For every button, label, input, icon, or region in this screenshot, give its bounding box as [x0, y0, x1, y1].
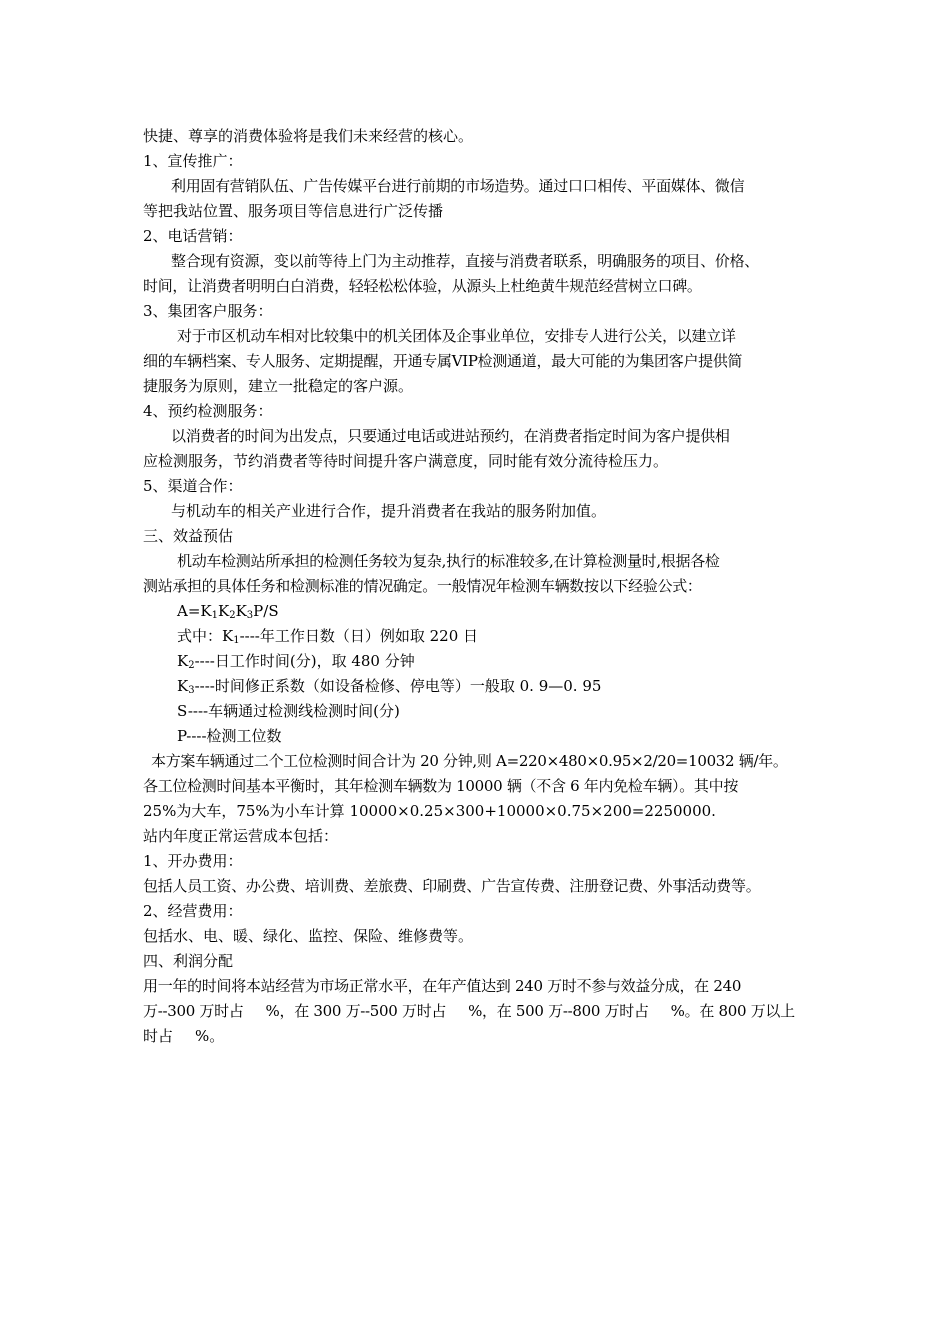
section-heading-appointment: 4、预约检测服务：	[143, 402, 273, 420]
cost-intro-text: 站内年度正常运营成本包括：	[143, 827, 339, 845]
formula-definition-p: P----检测工位数	[177, 727, 282, 745]
paragraph-line: 整合现有资源，变以前等待上门为主动推荐，直接与消费者联系，明确服务的项目、价格、	[171, 252, 760, 270]
formula-definition-k3: $K_3----$时间修正系数（如设备检修、停电等）一般取 0. 9—0. 95	[177, 677, 602, 696]
paragraph-line: 以消费者的时间为出发点，只要通过电话或进站预约，在消费者指定时间为客户提供相	[171, 427, 730, 445]
paragraph-line: 与机动车的相关产业进行合作，提升消费者在我站的服务附加值。	[171, 502, 607, 520]
formula-definition-k1: 式中：$K_1----$年工作日数（日）例如取 220 日	[177, 627, 479, 646]
paragraph-line: 包括人员工资、办公费、培训费、差旅费、印刷费、广告宣传费、注册登记费、外事活动费等。	[143, 877, 761, 895]
section-heading-operating-costs: 2、经营费用：	[143, 902, 243, 920]
section-heading-group-clients: 3、集团客户服务：	[143, 302, 273, 320]
paragraph-line: 等把我站位置、服务项目等信息进行广泛传播	[143, 202, 444, 220]
paragraph-line: 利用固有营销队伍、广告传媒平台进行前期的市场造势。通过口口相传、平面媒体、微信	[171, 177, 745, 195]
paragraph-line: 本方案车辆通过二个工位检测时间合计为 20 分钟,则 A=220×480×0.95×2/20=10032 辆/年。	[151, 752, 788, 770]
paragraph-line: 各工位检测时间基本平衡时，其年检测车辆数为 10000 辆（不含 6 年内免检车辆）。其中按	[143, 777, 739, 795]
paragraph-line: 用一年的时间将本站经营为市场正常水平，在年产值达到 240 万时不参与效益分成，在 240	[143, 977, 742, 995]
paragraph-line: 细的车辆档案、专人服务、定期提醒，开通专属VIP检测通道，最大可能的为集团客户提供简	[143, 352, 743, 370]
formula-definition-s: S----车辆通过检测线检测时间(分)	[177, 702, 400, 720]
paragraph-line: 捷服务为原则，建立一批稳定的客户源。	[143, 377, 414, 395]
paragraph-line: 包括水、电、暖、绿化、监控、保险、维修费等。	[143, 927, 474, 945]
formula: $A=K_1K_2K_3P/S$	[177, 602, 279, 621]
paragraph-line: 应检测服务，节约消费者等待时间提升客户满意度，同时能有效分流待检压力。	[143, 452, 669, 470]
paragraph-line: 25%为大车，75%为小车计算 10000×0.25×300+10000×0.75×200=2250000.	[143, 802, 716, 820]
part-heading-profit-distribution: 四、利润分配	[143, 952, 234, 970]
paragraph-line: 机动车检测站所承担的检测任务较为复杂,执行的标准较多,在计算检测量时,根据各检	[177, 552, 720, 570]
part-heading-benefit-estimate: 三、效益预估	[143, 527, 234, 545]
formula-definition-k2: $K_2----$日工作时间(分)，取 480 分钟	[177, 652, 415, 671]
section-heading-setup-costs: 1、开办费用：	[143, 852, 243, 870]
paragraph-line: 时间，让消费者明明白白消费，轻轻松松体验，从源头上杜绝黄牛规范经营树立口碑。	[143, 277, 702, 295]
intro-tail-text: 快捷、尊享的消费体验将是我们未来经营的核心。	[143, 127, 474, 145]
paragraph-line: 时占 %。	[143, 1027, 225, 1045]
section-heading-phone-marketing: 2、电话营销：	[143, 227, 243, 245]
paragraph-line: 对于市区机动车相对比较集中的机关团体及企事业单位，安排专人进行公关，以建立详	[177, 327, 736, 345]
paragraph-line: 万--300 万时占 %，在 300 万--500 万时占 %，在 500 万--800 万时占 %。在 800 万以上	[143, 1002, 795, 1020]
section-heading-promotion: 1、宣传推广：	[143, 152, 243, 170]
paragraph-line: 测站承担的具体任务和检测标准的情况确定。一般情况年检测车辆数按以下经验公式：	[143, 577, 702, 595]
document-body	[143, 124, 808, 1049]
section-heading-channel: 5、渠道合作：	[143, 477, 243, 495]
